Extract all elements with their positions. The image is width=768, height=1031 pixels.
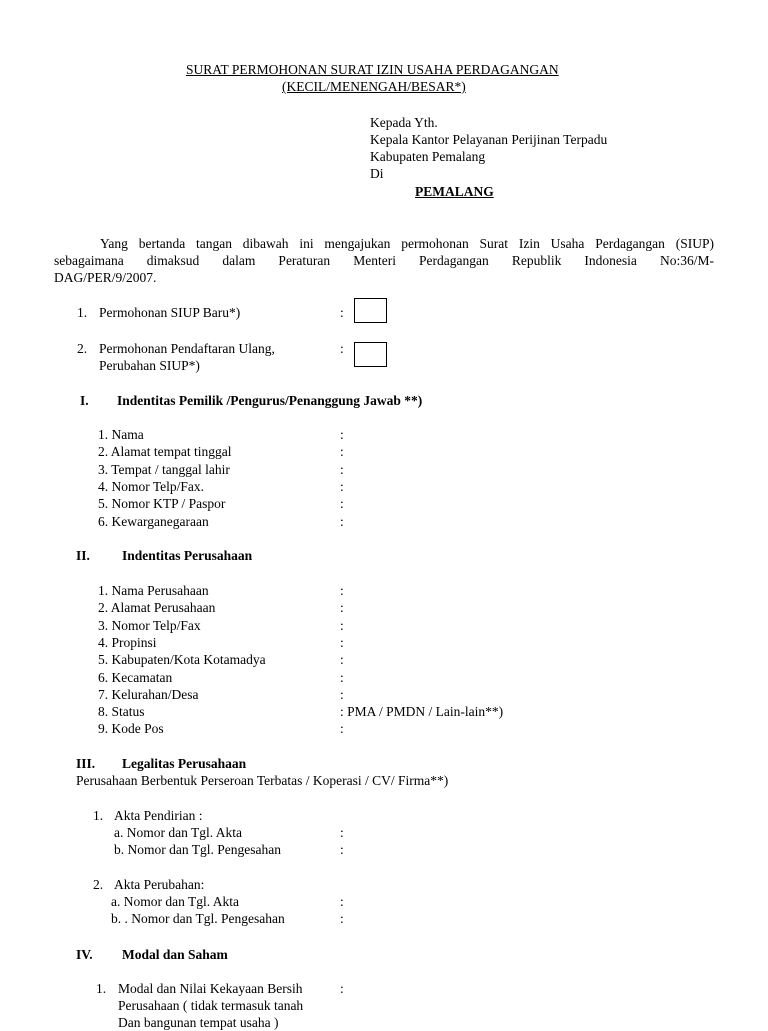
addressee-line-3: Kabupaten Pemalang: [370, 149, 486, 164]
section-2-field-colon: :: [340, 583, 344, 598]
section-2-field-colon: :: [340, 617, 344, 633]
akta-pendirian-a-colon: :: [340, 825, 344, 840]
section-1-field-label: 2. Alamat tempat tinggal: [98, 444, 232, 460]
modal-label-3: Dan bangunan tempat usaha ): [118, 1015, 279, 1030]
section-1-field-colon: :: [340, 478, 344, 494]
modal-label-1: Modal dan Nilai Kekayaan Bersih: [118, 981, 303, 996]
section-3-subtitle: Perusahaan Berbentuk Perseroan Terbatas / Koperasi / CV/ Firma**): [76, 773, 449, 788]
akta-perubahan-label: Akta Perubahan:: [114, 877, 205, 892]
section-2-field-label: 8. Status: [98, 704, 145, 720]
section-2-field-colon: :: [340, 600, 344, 616]
section-1-field-label: 6. Kewarganegaraan: [98, 513, 209, 529]
intro-line-1: Yang bertanda tangan dibawah ini mengajukan permohonan Surat Izin Usaha Perdagangan (SIUP): [100, 236, 714, 251]
section-1-field-colon: :: [340, 427, 344, 442]
akta-pendirian-b-colon: :: [340, 842, 344, 857]
request-1-label: Permohonan SIUP Baru*): [99, 305, 241, 320]
section-1-number: I.: [80, 393, 89, 408]
modal-label-2: Perusahaan ( tidak termasuk tanah: [118, 998, 304, 1013]
akta-perubahan-b: b. . Nomor dan Tgl. Pengesahan: [111, 911, 285, 926]
addressee-city: PEMALANG: [415, 184, 494, 199]
request-1-colon: :: [340, 305, 344, 320]
section-1-field-label: 3. Tempat / tanggal lahir: [98, 461, 230, 477]
addressee-line-1: Kepada Yth.: [370, 115, 438, 130]
section-3-number: III.: [76, 756, 96, 771]
section-1-field-colon: :: [340, 444, 344, 460]
section-1-title: Indentitas Pemilik /Pengurus/Penanggung Jawab **): [117, 393, 423, 408]
akta-pendirian-a: a. Nomor dan Tgl. Akta: [114, 825, 242, 840]
section-1-field-colon: :: [340, 461, 344, 477]
addressee-line-2: Kepala Kantor Pelayanan Perijinan Terpadu: [370, 132, 608, 147]
section-2-field-colon: :: [340, 634, 344, 650]
intro-line-2: sebagaimana dimaksud dalam Peraturan Menteri Perdagangan Republik Indonesia No:36/M-: [54, 253, 714, 268]
request-2-colon: :: [340, 341, 344, 356]
section-1-field-colon: :: [340, 513, 344, 529]
section-2-field-label: 7. Kelurahan/Desa: [98, 686, 199, 702]
section-1-field-label: 4. Nomor Telp/Fax.: [98, 478, 205, 494]
section-2-field-label: 4. Propinsi: [98, 634, 157, 650]
request-1-number: 1.: [77, 305, 88, 320]
document-title: SURAT PERMOHONAN SURAT IZIN USAHA PERDAGANGAN: [186, 62, 559, 77]
section-3-title: Legalitas Perusahaan: [122, 756, 247, 771]
document-subtitle: (KECIL/MENENGAH/BESAR*): [282, 79, 466, 94]
section-2-field-label: 1. Nama Perusahaan: [98, 583, 209, 598]
akta-pendirian-label: Akta Pendirian :: [114, 808, 203, 823]
status-value: : PMA / PMDN / Lain-lain**): [340, 704, 504, 719]
akta-perubahan-a-colon: :: [340, 894, 344, 909]
section-1-field-colon: :: [340, 496, 344, 512]
section-4-number: IV.: [76, 947, 93, 962]
addressee-line-4: Di: [370, 166, 384, 181]
section-2-title: Indentitas Perusahaan: [122, 548, 253, 563]
modal-number: 1.: [96, 981, 107, 996]
request-2-label-1: Permohonan Pendaftaran Ulang,: [99, 341, 275, 356]
section-1-field-label: 5. Nomor KTP / Paspor: [98, 496, 226, 512]
request-2-checkbox[interactable]: [354, 342, 387, 367]
section-2-field-colon: :: [340, 721, 344, 737]
akta-perubahan-number: 2.: [93, 877, 104, 892]
request-2-label-2: Perubahan SIUP*): [99, 358, 200, 373]
section-1-field-label: 1. Nama: [98, 427, 144, 442]
modal-colon: :: [340, 981, 344, 996]
akta-pendirian-b: b. Nomor dan Tgl. Pengesahan: [114, 842, 281, 857]
section-2-field-label: 9. Kode Pos: [98, 721, 164, 737]
section-2-field-colon: :: [340, 669, 344, 685]
section-2-field-colon: :: [340, 686, 344, 702]
section-2-field-label: 6. Kecamatan: [98, 669, 173, 685]
section-4-title: Modal dan Saham: [122, 947, 228, 962]
akta-perubahan-a: a. Nomor dan Tgl. Akta: [111, 894, 239, 909]
akta-pendirian-number: 1.: [93, 808, 104, 823]
section-2-field-label: 3. Nomor Telp/Fax: [98, 617, 201, 633]
intro-line-3: DAG/PER/9/2007.: [54, 270, 157, 285]
request-1-checkbox[interactable]: [354, 298, 387, 323]
request-2-number: 2.: [77, 341, 88, 356]
section-2-field-label: 2. Alamat Perusahaan: [98, 600, 216, 616]
section-2-field-label: 5. Kabupaten/Kota Kotamadya: [98, 652, 266, 668]
section-2-number: II.: [76, 548, 90, 563]
section-2-field-colon: :: [340, 652, 344, 668]
akta-perubahan-b-colon: :: [340, 911, 344, 926]
